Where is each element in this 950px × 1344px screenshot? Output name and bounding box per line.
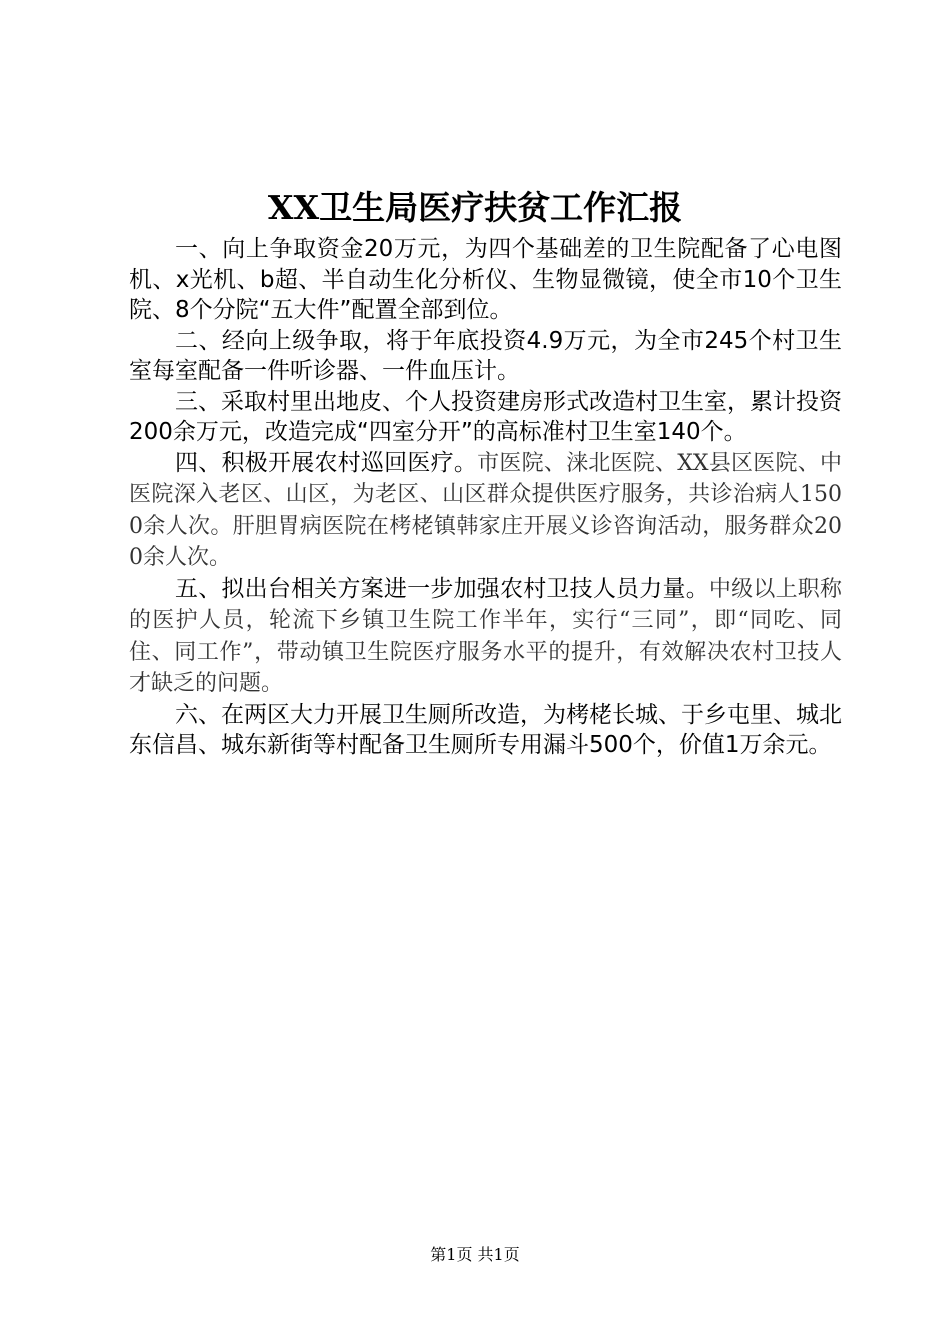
paragraph-3 bbox=[129, 387, 842, 448]
document-body bbox=[129, 234, 842, 761]
paragraph-5-lead: 五、拟出台相关方案进一步加强农村卫技人员力量。 bbox=[175, 575, 709, 602]
paragraph-3-lead: 三、采取村里出地皮、个人投资建房形式改造村卫生室，累计投资200余万元，改造完成“四室分开”的高标准村卫生室140个。 bbox=[129, 388, 842, 445]
document-title: XX卫生局医疗扶贫工作汇报 bbox=[267, 188, 683, 227]
paragraph-5-body: 中级以上职称的医护人员，轮流下乡镇卫生院工作半年，实行“三同”，即“同吃、同住、同工作”，带动镇卫生院医疗服务水平的提升，有效解决农村卫技人才缺乏的问题。 bbox=[129, 576, 842, 696]
paragraph-6 bbox=[129, 700, 842, 761]
paragraph-6-lead: 六、在两区大力开展卫生厕所改造，为栲栳长城、于乡屯里、城北东信昌、城东新街等村配备卫生厕所专用漏斗500个，价值1万余元。 bbox=[129, 701, 842, 758]
paragraph-4 bbox=[129, 448, 842, 574]
paragraph-2-lead: 二、经向上级争取，将于年底投资4.9万元，为全市245个村卫生室每室配备一件听诊器、一件血压计。 bbox=[129, 327, 842, 384]
paragraph-4-lead: 四、积极开展农村巡回医疗。 bbox=[175, 449, 478, 476]
paragraph-5 bbox=[129, 574, 842, 700]
paragraph-1-lead: 一、向上争取资金20万元，为四个基础差的卫生院配备了心电图机、x光机、b超、半自动生化分析仪、生物显微镜，使全市10个卫生院、8个分院“五大件”配置全部到位。 bbox=[129, 236, 842, 323]
page-footer: 第1页 共1页 bbox=[430, 1245, 520, 1264]
paragraph-2 bbox=[129, 326, 842, 387]
paragraph-1 bbox=[129, 234, 842, 326]
paragraph-4-body: 市医院、涞北医院、XX县区医院、中医院深入老区、山区，为老区、山区群众提供医疗服务，共诊治病人1500余人次。肝胆胃病医院在栲栳镇韩家庄开展义诊咨询活动，服务群众200余人次。 bbox=[129, 450, 843, 570]
